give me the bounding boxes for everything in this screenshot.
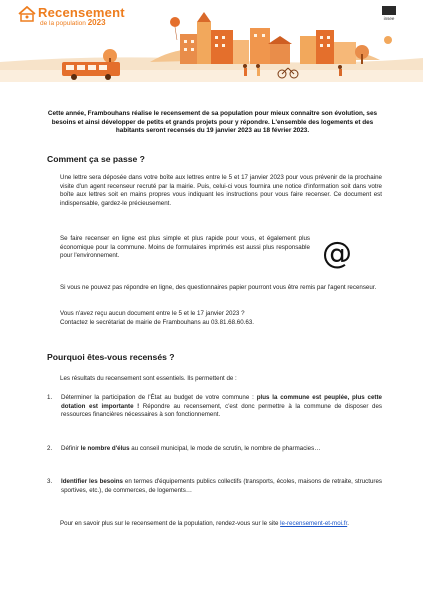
paragraph-contact: Contactez le secrétariat de mairie de Frambouhans au 03.81.68.60.63. <box>60 318 254 326</box>
list-item-emphasis: plus la commune est peuplée, plus cette dotation est importante ! <box>61 394 382 410</box>
list-item-emphasis: Identifier les besoins <box>61 478 123 485</box>
list-item-text: au conseil municipal, le mode de scrutin, le nombre de pharmacies… <box>129 445 321 452</box>
recensement-logo <box>18 6 125 28</box>
paragraph-online: Se faire recenser en ligne est plus simple et plus rapide pour vous, et également plus économique pour la commune. Moins de formulaires imprimés est aussi plus responsable pour l'environnement. <box>60 235 310 260</box>
section-heading-why: Pourquoi êtes-vous recensés ? <box>47 352 175 362</box>
section-online <box>60 235 310 269</box>
insee-logo <box>378 6 400 21</box>
at-icon: @ <box>322 236 352 271</box>
section-paper <box>60 284 382 301</box>
brand-year: 2023 <box>87 18 106 27</box>
list-number: 3. <box>47 478 53 485</box>
footer-text: Pour en savoir plus sur le recensement de la population, rendez-vous sur le site <box>60 520 281 527</box>
section-heading-how: Comment ça se passe ? <box>47 154 145 164</box>
list-item-body <box>61 478 382 495</box>
insee-mark-icon <box>382 6 396 15</box>
list-number: 1. <box>47 394 53 401</box>
list-item-elus <box>47 445 382 454</box>
brand-subtitle-prefix: de la population <box>40 20 88 27</box>
paragraph-paper: Si vous ne pouvez pas répondre en ligne, des questionnaires papier pourront vous être remis par l'agent recenseur. <box>60 284 377 291</box>
paragraph-why-lead: Les résultats du recensement sont essentiels. Ils permettent de : <box>60 375 237 382</box>
intro-paragraph: Cette année, Frambouhans réalise le recensement de sa population pour mieux connaître son évolution, ses besoins et ainsi développer de petits et grands projets pour y répondre. L'ensemble des logements et des habitants seront recensés du 19 janvier 2023 au 18 février 2023. <box>47 110 378 135</box>
section-how-body <box>60 174 382 216</box>
paragraph-letter: Une lettre sera déposée dans votre boîte aux lettres entre le 5 et 17 janvier 2023 pour vous prévenir de la prochaine visite d'un agent recenseur recruté par la mairie. Puis, celui-ci vous fournira une notice d'information soit dans votre boîte aux lettres soit en mains propres vous indiquant les instructions pour vous faire recenser. Ce document est indispensable, gardez-le précieusement. <box>60 174 382 207</box>
list-item-body <box>61 394 382 420</box>
header-banner <box>0 0 423 82</box>
list-item-text: Définir <box>61 445 81 452</box>
list-item-body <box>61 445 382 454</box>
list-item-text: en termes d'équipements publics collectifs (transports, écoles, maisons de retraite, structures sportives, etc.), de commerces, de logements… <box>61 478 382 494</box>
footer-end: . <box>347 520 349 527</box>
house-logo-icon <box>18 6 36 22</box>
list-item-emphasis: le nombre d'élus <box>80 445 130 452</box>
list-item-text: Répondre au recensement, c'est donc permettre à la commune de disposer des ressources financières nécessaires à son fonctionnement. <box>61 402 382 419</box>
paragraph-no-document: Vous n'avez reçu aucun document entre le 5 et le 17 janvier 2023 ? <box>60 310 245 317</box>
list-number: 2. <box>47 445 53 452</box>
recensement-link[interactable]: le-recensement-et-moi.fr <box>280 520 348 527</box>
footer-info <box>60 520 382 529</box>
list-item-budget <box>47 394 382 420</box>
insee-label: insee <box>383 16 395 21</box>
list-item-besoins <box>47 478 382 495</box>
section-contact <box>60 310 382 327</box>
list-item-text: Déterminer la participation de l'État au budget de votre commune : <box>61 394 257 401</box>
brand-title: Recensement <box>38 5 125 20</box>
